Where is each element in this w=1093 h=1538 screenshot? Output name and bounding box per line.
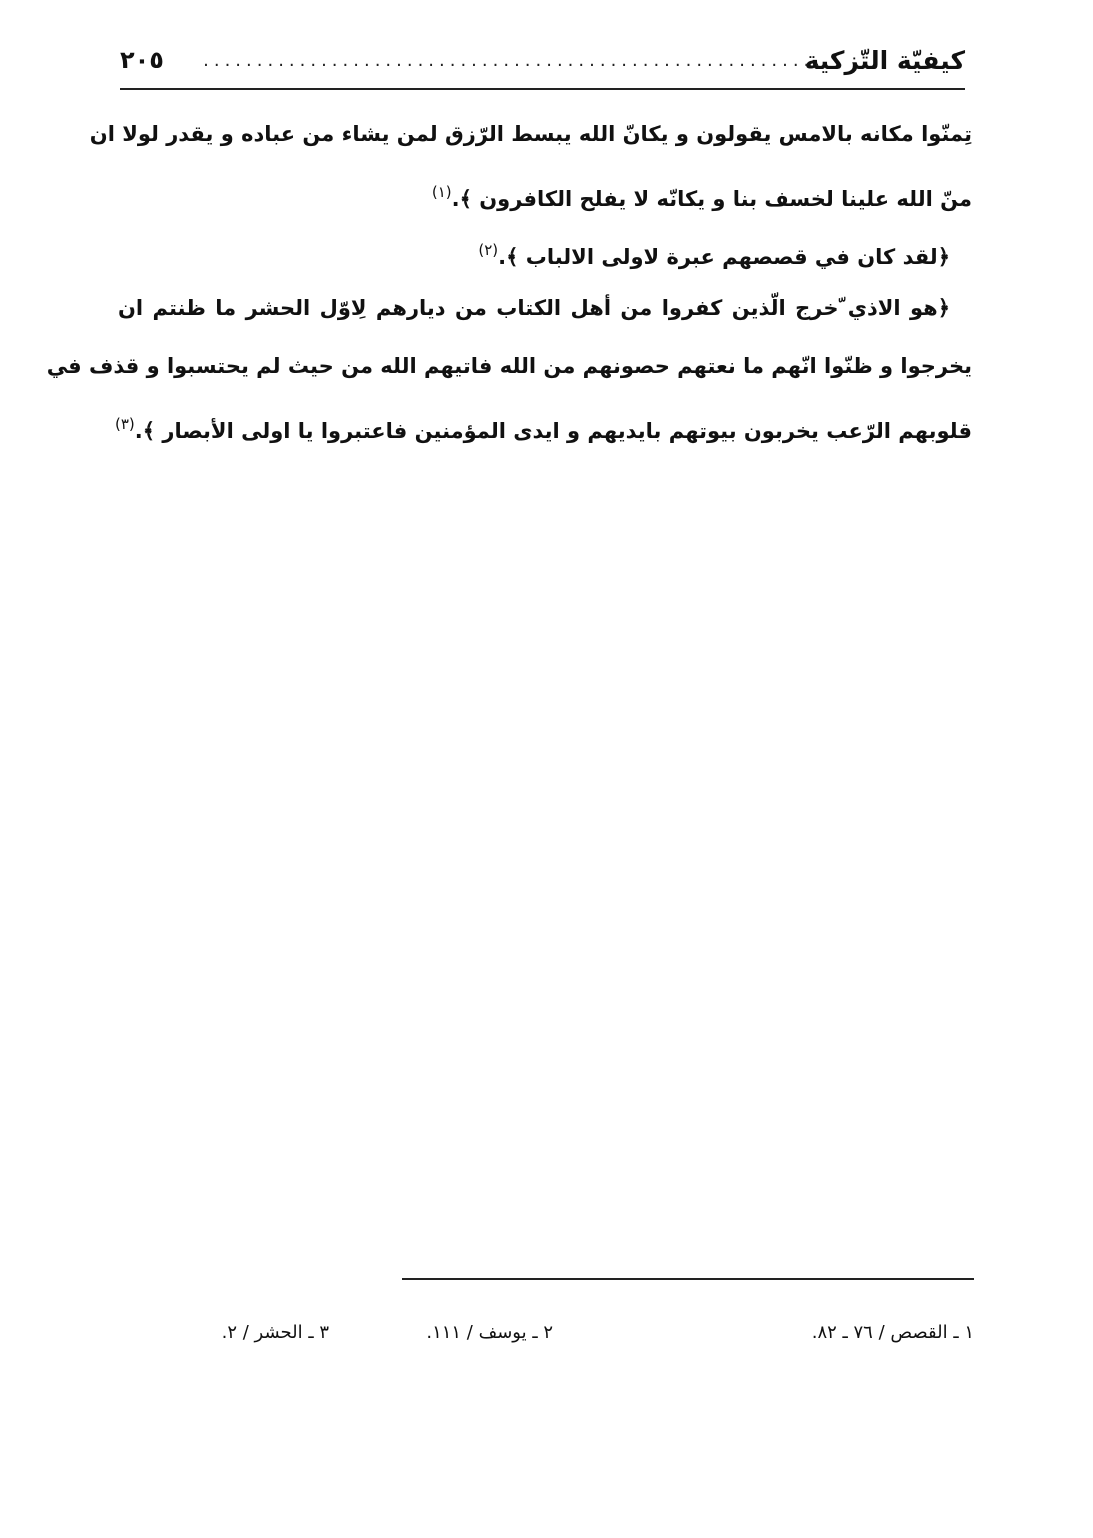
footnote-marker[interactable]: (٣) [115, 415, 135, 433]
text-line: منّ الله علينا لخسف بنا و يكانّه لا يفلح الكافرون ﴾.$^{(١)}$ [431, 183, 972, 211]
footnote-3: ٣ ـ الحشر / ٢. [221, 1322, 329, 1343]
footnote-marker[interactable]: (٢) [478, 241, 499, 259]
text-line: تِمنّوا مكانه بالامس يقولون و يكانّ الله يبسط الرّزق لمن يشاء من عباده و يقدر لولا ان [89, 122, 972, 146]
footnote-marker[interactable]: (١) [431, 183, 452, 201]
footnote-divider [402, 1278, 974, 1280]
text-line: ﴿هو الاذي ّخرج الّذين كفروا من أهل الكتاب من ديارهم لِاوّل الحشر ما ظنتم ان [118, 296, 950, 320]
dot-leader: .......................................................... [203, 50, 825, 71]
footnote-1: ١ ـ القصص / ٧٦ ـ ٨٢. [811, 1322, 974, 1343]
text-line: يخرجوا و ظنّوا انّهم ما نعتهم حصونهم من الله فاتيهم الله من حيث لم يحتسبوا و قذف في [46, 354, 972, 378]
text-line: ﴿لقد كان في قصصهم عبرة لاولى الالباب ﴾.$^{(٢)}$ [478, 241, 950, 269]
page-number: ٢٠٥ [120, 46, 164, 74]
main-text [46, 122, 972, 470]
footnote-2: ٢ ـ يوسف / ١١١. [426, 1322, 553, 1343]
text-line: قلوبهم الرّعب يخربون بيوتهم بايديهم و ايدى المؤمنين فاعتبروا يا اولى الأبصار ﴾.$^{(٣)}$ [115, 415, 972, 443]
page-header [120, 36, 965, 90]
running-title: كيفيّة التّزكية [804, 46, 965, 75]
